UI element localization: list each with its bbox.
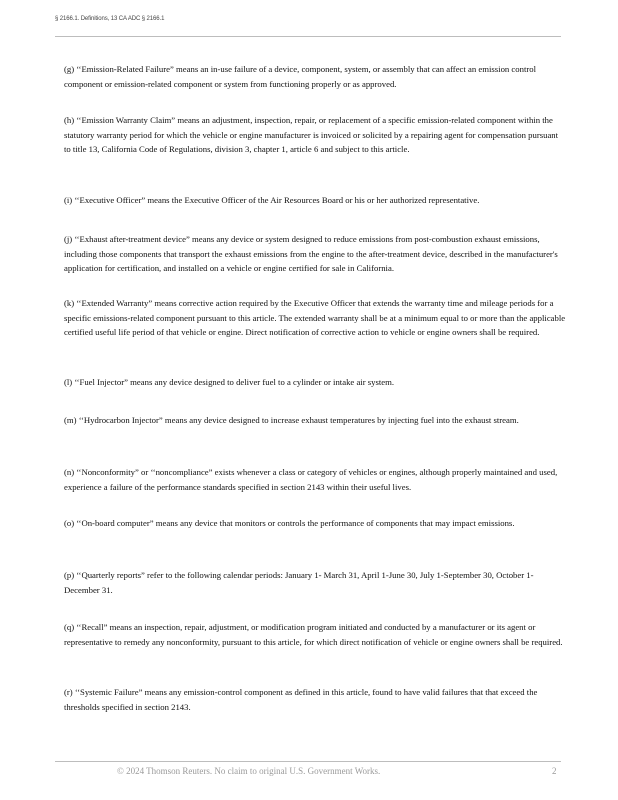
copyright-notice: © 2024 Thomson Reuters. No claim to original U.S. Government Works.: [117, 766, 381, 776]
definition-l: (l) ‘‘Fuel Injector” means any device designed to deliver fuel to a cylinder or intake air system.: [64, 377, 395, 387]
definition-k: (k) ‘‘Extended Warranty” means corrective action required by the Executive Officer that extends the warranty time and mileage periods for a specific emissions-related component pursuant to this article. The extended warranty shall be at a minimum equal to or more than the applicable certified useful life period of that vehicle or engine. Direct notification of corrective action to vehicle or engine owners shall be required.: [64, 298, 566, 338]
footer-divider: [55, 761, 561, 762]
definition-o: (o) ‘‘On-board computer” means any device that monitors or controls the performance of components that may impact emissions.: [64, 518, 515, 528]
definition-n: (n) ‘‘Nonconformity” or ‘‘noncompliance” exists whenever a class or category of vehicles or engines, although properly maintained and used, experience a failure of the performance standards specified in section 2143 within their useful lives.: [64, 467, 558, 492]
definition-h: (h) ‘‘Emission Warranty Claim” means an adjustment, inspection, repair, or replacement of a specific emission-related component within the statutory warranty period for which the vehicle or engine manufacturer is invoiced or solicited by a repairing agent for compensation pursuant to title 13, California Code of Regulations, division 3, chapter 1, article 6 and subject to this article.: [64, 115, 559, 155]
definition-i: (i) ‘‘Executive Officer” means the Executive Officer of the Air Resources Board or his or her authorized representative.: [64, 195, 480, 205]
definition-j: (j) ‘‘Exhaust after-treatment device” means any device or system designed to reduce emissions from post-combustion exhaust emissions, including those components that transport the exhaust emissions from the engine to the after-treatment device, described in the manufacturer's application for certification, and installed on a vehicle or engine certified for sale in California.: [64, 234, 558, 274]
page-number: 2: [552, 766, 557, 776]
definition-g: (g) ‘‘Emission-Related Failure” means an in-use failure of a device, component, system, or assembly that can affect an emission control component or emission-related component or system from functioning properly or as approved.: [64, 64, 537, 89]
definition-r: (r) ‘‘Systemic Failure” means any emission-control component as defined in this article, found to have valid failures that that exceed the thresholds specified in section 2143.: [64, 687, 538, 712]
header-divider: [55, 36, 561, 37]
running-head: § 2166.1. Definitions, 13 CA ADC § 2166.1: [55, 16, 165, 22]
definition-m: (m) ‘‘Hydrocarbon Injector” means any device designed to increase exhaust temperatures by injecting fuel into the exhaust stream.: [64, 415, 519, 425]
definition-p: (p) ‘‘Quarterly reports” refer to the following calendar periods: January 1- March 31, April 1-June 30, July 1-September 30, October 1-December 31.: [64, 570, 534, 595]
definition-q: (q) ‘‘Recall” means an inspection, repair, adjustment, or modification program initiated and conducted by a manufacturer or its agent or representative to remedy any nonconformity, pursuant to this article, for which direct notification of vehicle or engine owners shall be required.: [64, 622, 563, 647]
